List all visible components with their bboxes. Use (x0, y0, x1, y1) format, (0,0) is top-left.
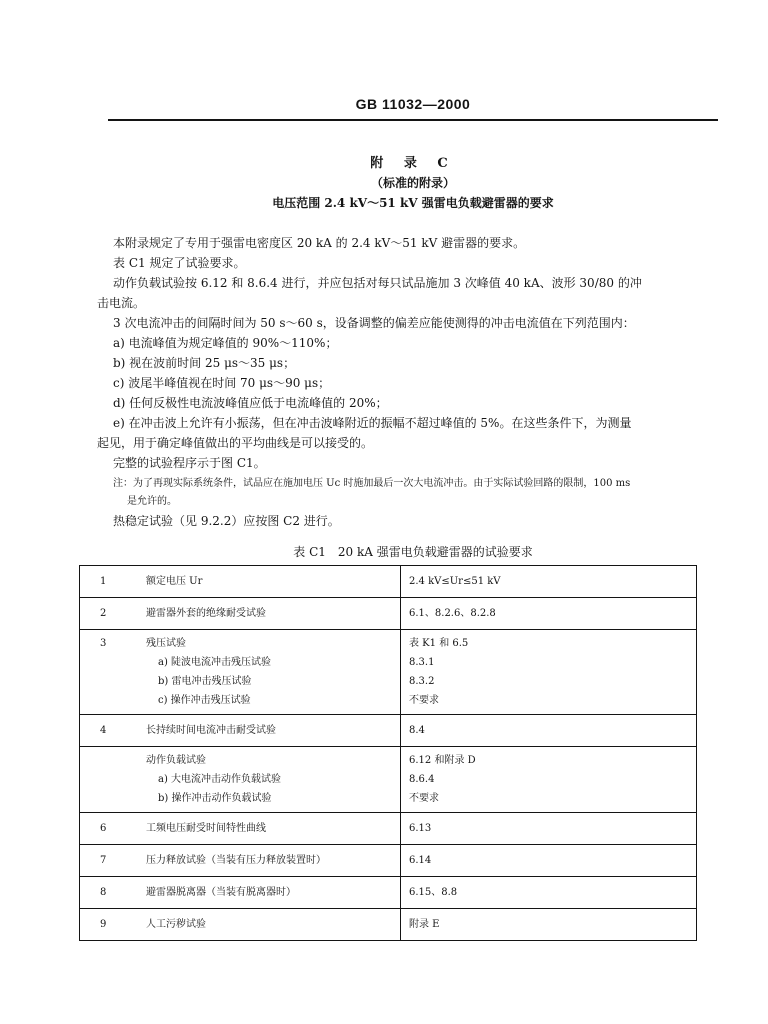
test-item-text: 人工污秽试验 (146, 919, 206, 930)
requirement-text: 8.4 (409, 725, 425, 736)
requirement-text: 6.12 和附录 D (409, 755, 476, 766)
paragraph-table-ref: 表 C1 规定了试验要求。 (113, 256, 246, 270)
test-item-text: 避雷器脱离器（当装有脱离器时） (146, 887, 296, 898)
appendix-name: 电压范围 2.4 kV～51 kV 强雷电负载避雷器的要求 (272, 196, 554, 210)
note-line-2: 是允许的。 (127, 496, 177, 507)
requirement (401, 845, 697, 877)
test-item-text: 避雷器外套的绝缘耐受试验 (146, 608, 266, 619)
list-item-b: b) 视在波前时间 25 μs～35 μs； (113, 356, 296, 370)
requirement (401, 813, 697, 845)
test-item-text: b) 操作冲击动作负载试验 (158, 793, 272, 804)
row-number (80, 813, 147, 845)
test-item-text: 动作负载试验 (146, 755, 206, 766)
row-number-text: 9 (100, 919, 107, 930)
requirements-table (79, 565, 697, 941)
requirement-text: 8.3.1 (409, 657, 435, 668)
requirement-text: 8.6.4 (409, 774, 435, 785)
test-item-text: 压力释放试验（当装有压力释放装置时） (146, 855, 326, 866)
paragraph-procedure: 完整的试验程序示于图 C1。 (113, 456, 266, 470)
list-item-e-2: 起见，用于确定峰值做出的平均曲线是可以接受的。 (97, 436, 374, 450)
table-row (80, 598, 697, 630)
table-body (80, 566, 697, 941)
test-item-text: 残压试验 (146, 638, 186, 649)
row-number (80, 715, 147, 747)
table-row (80, 630, 697, 715)
row-number (80, 566, 147, 598)
test-item-text: 额定电压 Ur (146, 576, 203, 587)
requirement-text: 6.13 (409, 823, 432, 834)
test-item-text: 工频电压耐受时间特性曲线 (146, 823, 266, 834)
note-line-1: 注：为了再现实际系统条件，试品应在施加电压 Uc 时施加最后一次大电流冲击。由于实际试验回路的限制，100 ms (113, 478, 631, 489)
row-number (80, 598, 147, 630)
row-number-text: 6 (100, 823, 107, 834)
row-number (80, 845, 147, 877)
test-item (146, 909, 401, 941)
requirement-text: 2.4 kV≤Ur≤51 kV (409, 576, 501, 587)
paragraph-duty-test-2: 击电流。 (97, 296, 146, 310)
requirement-text: 6.14 (409, 855, 432, 866)
paragraph-thermal: 热稳定试验（见 9.2.2）应按图 C2 进行。 (113, 514, 340, 528)
row-number-text: 8 (100, 887, 107, 898)
appendix-subtitle: （标准的附录） (370, 176, 455, 190)
requirement-text: 6.15、8.8 (409, 887, 458, 898)
requirement (401, 877, 697, 909)
header-rule (108, 119, 718, 121)
table-row (80, 845, 697, 877)
note (113, 475, 685, 511)
requirement-text: 8.3.2 (409, 676, 435, 687)
test-item-text: b) 雷电冲击残压试验 (158, 676, 252, 687)
list-item-a: a) 电流峰值为规定峰值的 90%～110%； (113, 336, 338, 350)
requirement (401, 630, 697, 715)
requirement (401, 715, 697, 747)
table-row (80, 813, 697, 845)
row-number-text: 3 (100, 638, 107, 649)
test-item (146, 877, 401, 909)
paragraph-interval: 3 次电流冲击的间隔时间为 50 s～60 s，设备调整的偏差应能使测得的冲击电流值在下列范围内： (113, 316, 635, 330)
appendix-title: 附 录 C (370, 156, 456, 171)
row-number-text: 2 (100, 608, 107, 619)
requirement-text: 6.1、8.2.6、8.2.8 (409, 608, 496, 619)
test-item (146, 598, 401, 630)
table-row (80, 877, 697, 909)
test-item (146, 630, 401, 715)
requirement-text: 不要求 (409, 695, 439, 706)
row-number-text: 7 (100, 855, 107, 866)
requirement (401, 566, 697, 598)
test-item-text: 长持续时间电流冲击耐受试验 (146, 725, 276, 736)
row-number-text (100, 751, 146, 770)
test-item (146, 566, 401, 598)
requirement-text: 不要求 (409, 793, 439, 804)
body-text (97, 233, 685, 531)
list-item-e-1: e) 在冲击波上允许有小振荡，但在冲击波峰附近的振幅不超过峰值的 5%。在这些条件下，为测量 (113, 416, 632, 430)
requirement-text: 表 K1 和 6.5 (409, 638, 469, 649)
row-number (80, 877, 147, 909)
table-row (80, 747, 697, 813)
row-number (80, 630, 147, 715)
table-caption: 表 C1 20 kA 强雷电负载避雷器的试验要求 (293, 545, 533, 559)
row-number (80, 909, 147, 941)
list-item-c: c) 波尾半峰值视在时间 70 μs～90 μs； (113, 376, 331, 390)
table-row (80, 909, 697, 941)
row-number (80, 747, 147, 813)
row-number-text: 1 (100, 576, 107, 587)
test-item (146, 813, 401, 845)
requirement (401, 598, 697, 630)
table-row (80, 566, 697, 598)
test-item-text: c) 操作冲击残压试验 (158, 695, 251, 706)
table-row (80, 715, 697, 747)
test-item (146, 747, 401, 813)
standard-header: GB 11032—2000 (355, 96, 471, 112)
paragraph-scope: 本附录规定了专用于强雷电密度区 20 kA 的 2.4 kV～51 kV 避雷器的要求。 (113, 236, 526, 250)
test-item (146, 715, 401, 747)
test-item-text: a) 陡波电流冲击残压试验 (158, 657, 272, 668)
requirement (401, 747, 697, 813)
requirement (401, 909, 697, 941)
paragraph-duty-test-1: 动作负载试验按 6.12 和 8.6.4 进行，并应包括对每只试品施加 3 次峰值 40 kA、波形 30/80 的冲 (113, 276, 642, 290)
row-number-text: 4 (100, 725, 107, 736)
test-item (146, 845, 401, 877)
requirement-text: 附录 E (409, 919, 440, 930)
test-item-text: a) 大电流冲击动作负载试验 (158, 774, 282, 785)
list-item-d: d) 任何反极性电流波峰值应低于电流峰值的 20%； (113, 396, 388, 410)
